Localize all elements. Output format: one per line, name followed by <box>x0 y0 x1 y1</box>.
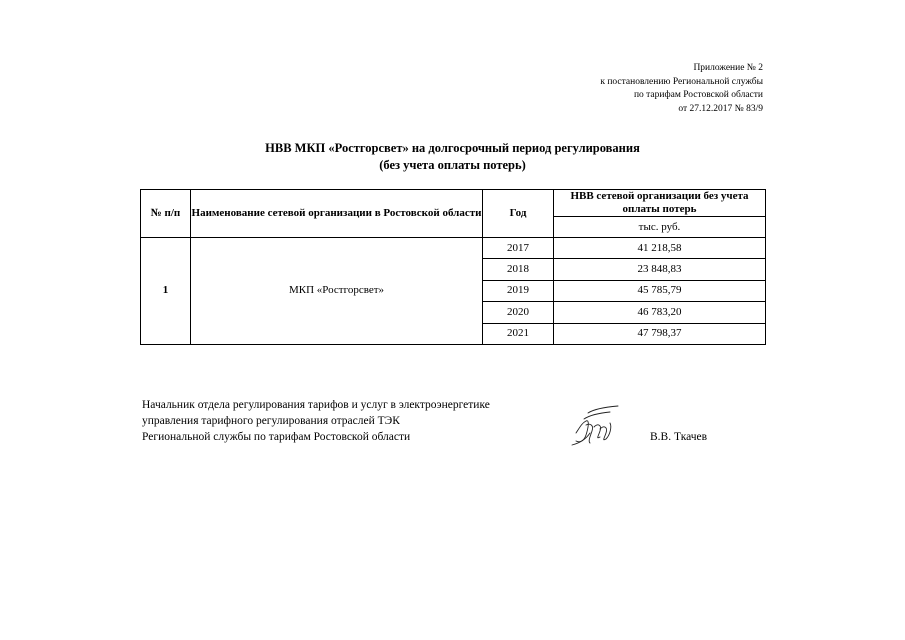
header-nvv: НВВ сетевой организации без учета оплаты потерь <box>554 190 766 217</box>
appendix-line: к постановлению Региональной службы <box>600 76 763 87</box>
appendix-line: от 27.12.2017 № 83/9 <box>678 103 763 114</box>
handwritten-signature-icon <box>566 403 626 451</box>
nvv-table <box>140 189 766 345</box>
year-cell: 2020 <box>483 302 554 323</box>
document-title <box>140 140 765 174</box>
position-line: управления тарифного регулирования отраслей ТЭК <box>142 415 400 427</box>
header-name: Наименование сетевой организации в Ростовской области <box>191 190 483 238</box>
header-year: Год <box>483 190 554 238</box>
value-cell: 47 798,37 <box>554 323 766 344</box>
appendix-line: Приложение № 2 <box>693 63 763 73</box>
value-cell: 41 218,58 <box>554 238 766 259</box>
position-line: Начальник отдела регулирования тарифов и услуг в электроэнергетике <box>142 399 490 411</box>
signatory-position <box>142 397 490 445</box>
appendix-line: по тарифам Ростовской области <box>633 90 763 100</box>
header-num: № п/п <box>141 190 191 238</box>
year-cell: 2021 <box>483 323 554 344</box>
year-cell: 2017 <box>483 238 554 259</box>
row-name: МКП «Ростгорсвет» <box>191 238 483 345</box>
table-row <box>141 238 766 259</box>
value-cell: 23 848,83 <box>554 259 766 280</box>
header-unit: тыс. руб. <box>554 217 766 238</box>
title-subline: (без учета оплаты потерь) <box>379 158 526 172</box>
title-line: НВВ МКП «Ростгорсвет» на долгосрочный период регулирования <box>265 141 640 155</box>
signer-name: В.В. Ткачев <box>650 431 708 443</box>
appendix-header <box>600 62 763 116</box>
position-line: Региональной службы по тарифам Ростовской области <box>142 431 411 443</box>
row-num: 1 <box>141 238 191 345</box>
year-cell: 2018 <box>483 259 554 280</box>
year-cell: 2019 <box>483 280 554 301</box>
value-cell: 46 783,20 <box>554 302 766 323</box>
value-cell: 45 785,79 <box>554 280 766 301</box>
